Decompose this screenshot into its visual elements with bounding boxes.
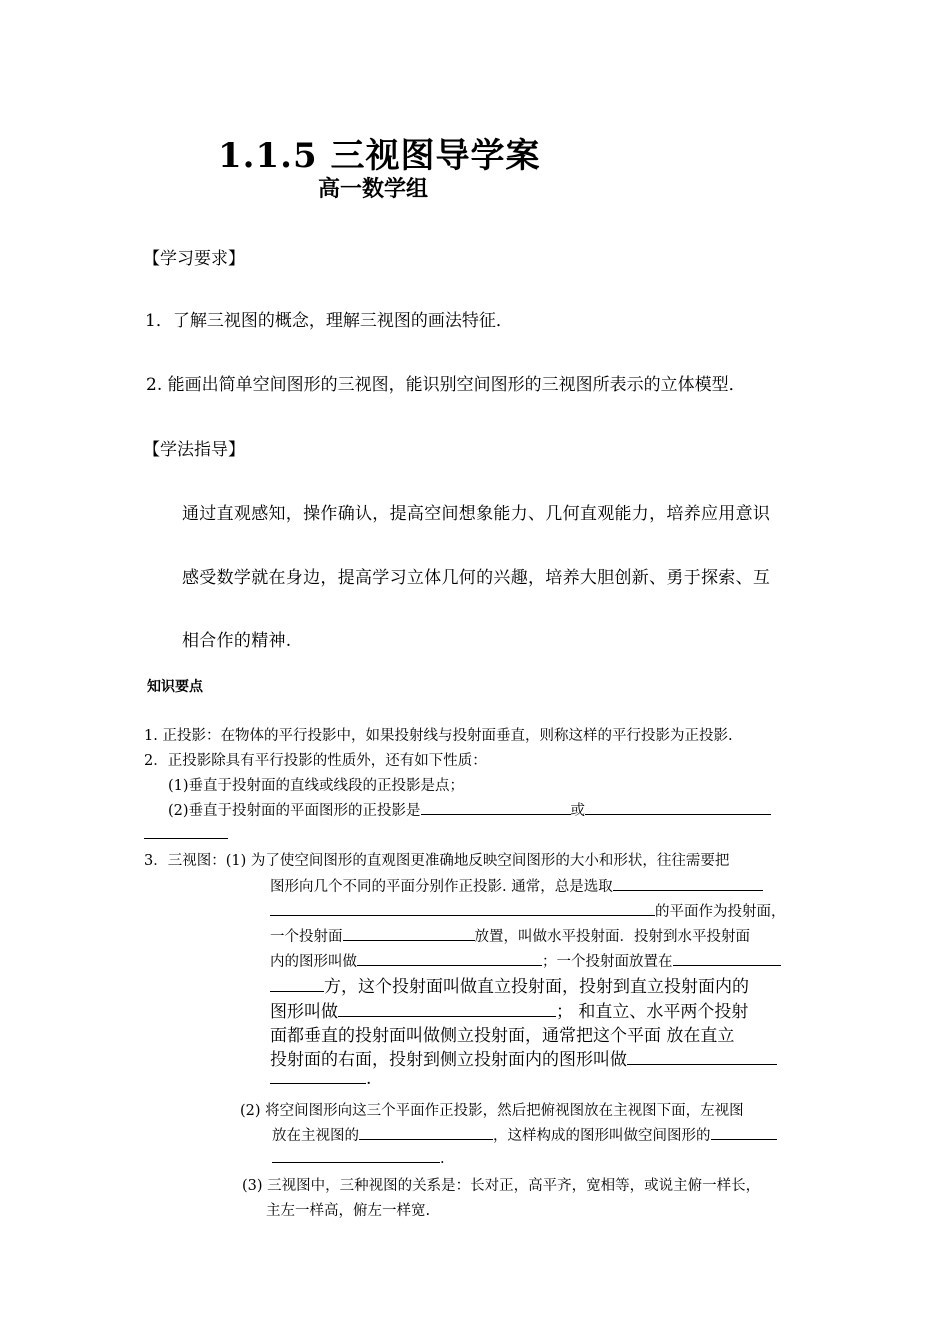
fill-blank[interactable] bbox=[613, 876, 763, 891]
fill-blank[interactable] bbox=[585, 800, 771, 815]
knowledge-p3-line-3: 的平面作为投射面， bbox=[270, 900, 786, 921]
knowledge-p3-line-6: 方，这个投射面叫做直立投射面，投射到直立投射面内的 bbox=[270, 972, 749, 997]
knowledge-p3-line-10: . bbox=[270, 1069, 371, 1089]
fill-blank[interactable] bbox=[144, 824, 228, 839]
knowledge-p3-line-5: 内的图形叫做 ；一个投射面放置在 bbox=[270, 950, 781, 971]
fill-blank[interactable] bbox=[673, 951, 781, 966]
knowledge-p5-line-2: 主左一样高，俯左一样宽. bbox=[266, 1203, 431, 1219]
knowledge-p2: 2．正投影除具有平行投影的性质外，还有如下性质： bbox=[144, 753, 487, 769]
fill-blank[interactable] bbox=[270, 901, 655, 916]
knowledge-p3-line-9: 投射面的右面，投射到侧立投射面内的图形叫做 bbox=[270, 1045, 777, 1070]
fill-blank[interactable] bbox=[272, 1148, 440, 1163]
knowledge-p2-2: (2)垂直于投射面的平面图形的正投影是 或 bbox=[168, 799, 771, 820]
fill-blank[interactable] bbox=[338, 1002, 556, 1017]
knowledge-p4-line-2: 放在主视图的 ，这样构成的图形叫做空间图形的 bbox=[272, 1124, 777, 1145]
knowledge-p5-line-1: (3) 三视图中，三种视图的关系是：长对正，高平齐，宽相等，或说主俯一样长， bbox=[242, 1178, 761, 1194]
knowledge-p3-line-8: 面都垂直的投射面叫做侧立投射面，通常把这个平面 放在直立 bbox=[270, 1026, 735, 1046]
fill-blank[interactable] bbox=[421, 800, 571, 815]
knowledge-p2-2-cont bbox=[144, 824, 228, 843]
method-heading: 【学法指导】 bbox=[143, 440, 245, 460]
page-subtitle: 高一数学组 bbox=[318, 176, 429, 202]
knowledge-p3-line-7: 图形叫做 ； 和直立、水平两个投射 bbox=[270, 1002, 749, 1022]
method-line-1: 通过直观感知，操作确认，提高空间想象能力、几何直观能力，培养应用意识 bbox=[182, 504, 771, 524]
fill-blank[interactable] bbox=[343, 926, 475, 941]
knowledge-p4-line-1: (2) 将空间图形向这三个平面作正投影，然后把俯视图放在主视图下面，左视图 bbox=[240, 1103, 744, 1119]
fill-blank[interactable] bbox=[270, 977, 324, 992]
knowledge-p1: 1. 正投影：在物体的平行投影中，如果投射线与投射面垂直，则称这样的平行投影为正投影. bbox=[144, 728, 733, 744]
fill-blank[interactable] bbox=[270, 1069, 366, 1084]
method-line-2: 感受数学就在身边，提高学习立体几何的兴趣，培养大胆创新、勇于探索、互 bbox=[182, 568, 771, 588]
fill-blank[interactable] bbox=[357, 951, 542, 966]
knowledge-p4-line-3: . bbox=[272, 1148, 445, 1167]
fill-blank[interactable] bbox=[627, 1050, 777, 1065]
knowledge-p3-line-1: 3．三视图：(1) 为了使空间图形的直观图更准确地反映空间图形的大小和形状，往往需要把 bbox=[144, 853, 730, 869]
requirements-heading: 【学习要求】 bbox=[143, 249, 245, 269]
method-line-3: 相合作的精神. bbox=[182, 631, 292, 651]
fill-blank[interactable] bbox=[711, 1125, 777, 1140]
page-title: 1.1.5 三视图导学案 bbox=[218, 136, 541, 176]
fill-blank[interactable] bbox=[359, 1125, 493, 1140]
knowledge-p3-line-2: 图形向几个不同的平面分别作正投影. 通常，总是选取 bbox=[270, 875, 763, 896]
requirement-item-2: 2. 能画出简单空间图形的三视图，能识别空间图形的三视图所表示的立体模型． bbox=[146, 375, 746, 395]
knowledge-p2-1: (1)垂直于投射面的直线或线段的正投影是点； bbox=[168, 778, 465, 794]
knowledge-heading: 知识要点 bbox=[147, 679, 203, 695]
knowledge-p3-line-4: 一个投射面 放置，叫做水平投射面．投射到水平投射面 bbox=[270, 925, 750, 946]
requirement-item-1: 1．了解三视图的概念，理解三视图的画法特征． bbox=[145, 311, 513, 331]
